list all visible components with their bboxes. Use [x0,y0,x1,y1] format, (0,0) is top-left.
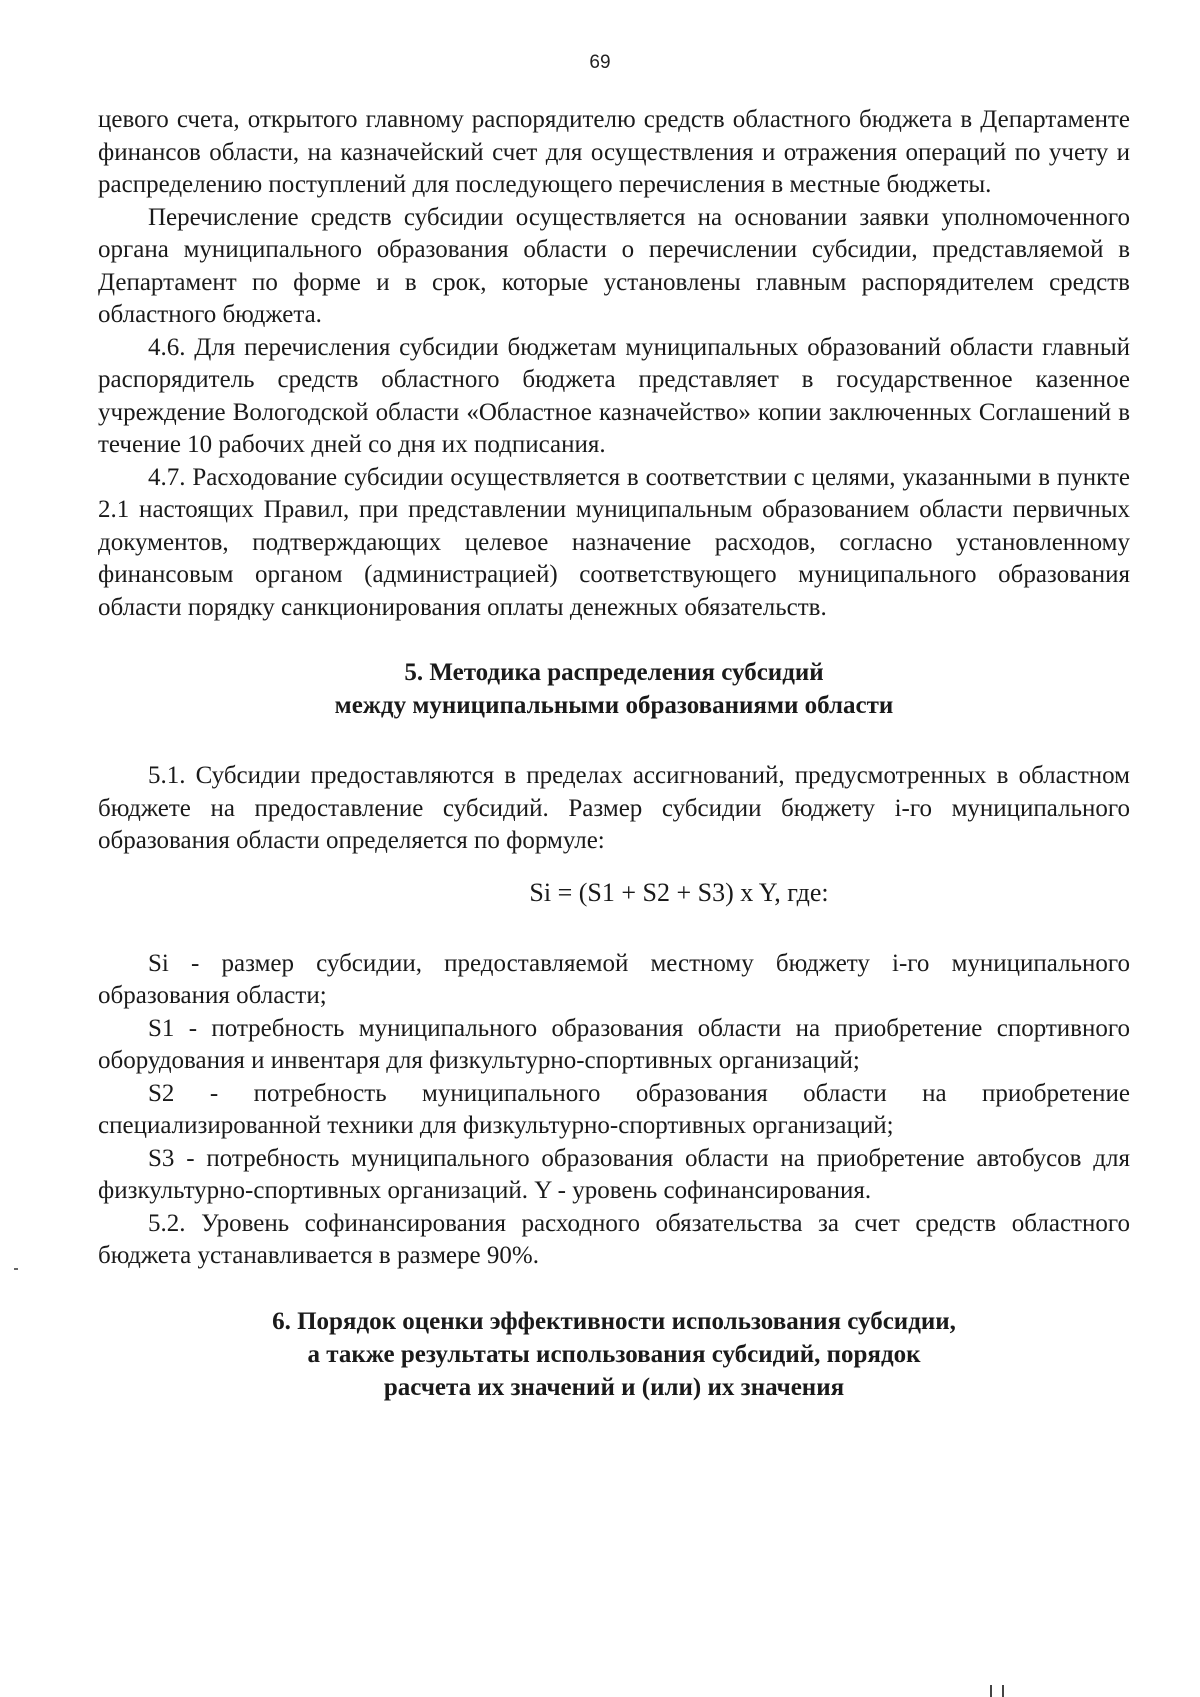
section-6-heading-line-2: а также результаты использования субсидий, порядок [307,1340,921,1368]
scan-corner-mark [988,1685,1010,1697]
paragraph-4-7: 4.7. Расходование субсидии осуществляется в соответствии с целями, указанными в пункте 2.1 настоящих Правил, при представлении муниципальным образованием области первичных документов, подтверждающих целевое назначение расходов, согласно установленному финансовым органом (администрацией) соответствующего муниципального образования области порядку санкционирования оплаты денежных обязательств. [98,463,1130,621]
paragraph-4-6: 4.6. Для перечисления субсидии бюджетам муниципальных образований области главный распорядитель средств областного бюджета представляет в государственное казенное учреждение Вологодской области «Областное казначейство» копии заключенных Соглашений в течение 10 рабочих дней со дня их подписания. [98,333,1130,458]
page-content [98,104,1130,1404]
paragraph-continuation: цевого счета, открытого главному распорядителю средств областного бюджета в Департаменте финансов области, на казначейский счет для осуществления и отражения операций по учету и распределению поступлений для последующего перечисления в местные бюджеты. [98,106,1130,198]
section-5-heading-line-2: между муниципальными образованиями области [334,692,894,719]
section-5-heading-line-1: 5. Методика распределения субсидий [404,659,824,686]
definition-s1: S1 - потребность муниципального образования области на приобретение спортивного оборудования и инвентаря для физкультурно-спортивных организаций; [98,1014,1130,1074]
paragraph-5-2: 5.2. Уровень софинансирования расходного обязательства за счет средств областного бюджета устанавливается в размере 90%. [98,1209,1130,1269]
paragraph-transfer-request: Перечисление средств субсидии осуществляется на основании заявки уполномоченного органа муниципального образования области о перечислении субсидии, представляемой в Департамент по форме и в срок, которые установлены главным распорядителем средств областного бюджета. [98,203,1130,328]
definition-si: Si - размер субсидии, предоставляемой местному бюджету i-го муниципального образования области; [98,949,1130,1009]
section-6-heading-line-1: 6. Порядок оценки эффективности использования субсидии, [272,1307,956,1335]
section-5-heading [98,656,1130,722]
section-6-heading [98,1305,1130,1404]
scan-margin-mark [14,1268,18,1270]
subsidy-formula: Si = (S1 + S2 + S3) x Y, где: [529,877,829,907]
definition-s2: S2 - потребность муниципального образования области на приобретение специализированной техники для физкультурно-спортивных организаций; [98,1079,1130,1139]
paragraph-5-1: 5.1. Субсидии предоставляются в пределах ассигнований, предусмотренных в областном бюджете на предоставление субсидий. Размер субсидии бюджету i-го муниципального образования области определяется по формуле: [98,762,1130,854]
section-6-heading-line-3: расчета их значений и (или) их значения [383,1373,845,1401]
definition-s3: S3 - потребность муниципального образования области на приобретение автобусов для физкультурно-спортивных организаций. Y - уровень софинансирования. [98,1144,1130,1204]
page-number: 69 [589,52,611,73]
